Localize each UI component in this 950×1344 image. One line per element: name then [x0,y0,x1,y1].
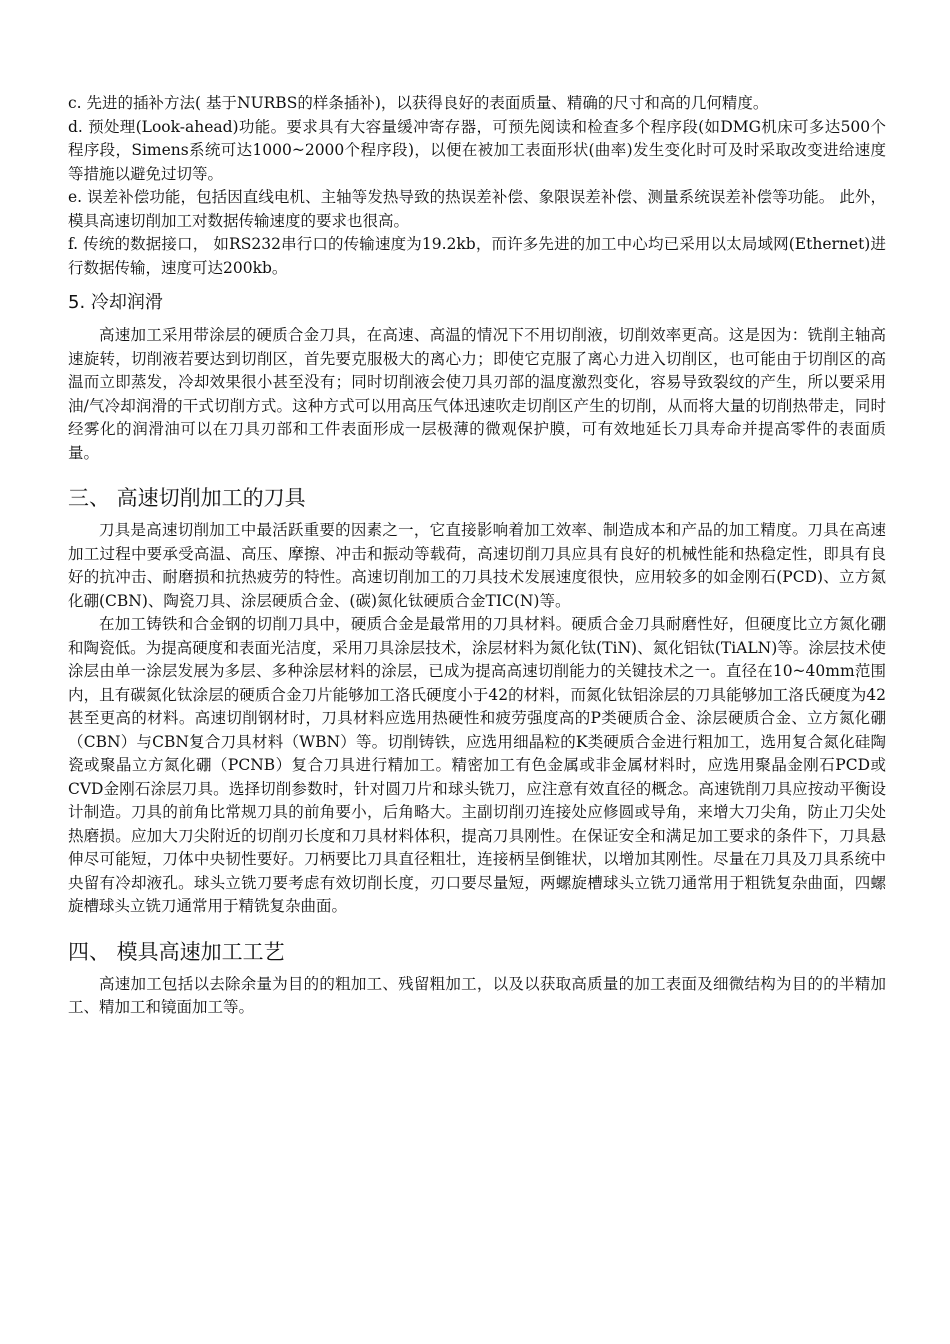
document-page [68,92,886,1020]
paragraph-tools-1: 刀具是高速切削加工中最活跃重要的因素之一，它直接影响着加工效率、制造成本和产品的加工精度。刀具在高速加工过程中要承受高温、高压、摩擦、冲击和振动等载荷，高速切削刀具应具有良好的机械性能和热稳定性，即具有良好的抗冲击、耐磨损和抗热疲劳的特性。高速切削加工的刀具技术发展速度很快，应用较多的如金刚石(PCD)、立方氮化硼(CBN)、陶瓷刀具、涂层硬质合金、(碳)氮化钛硬质合金TIC(N)等。 [68,521,886,610]
list-item-f: f. 传统的数据接口， 如RS232串行口的传输速度为19.2kb，而许多先进的加工中心均已采用以太局域网(Ethernet)进行数据传输，速度可达200kb。 [68,235,886,277]
list-item-e: e. 误差补偿功能，包括因直线电机、主轴等发热导致的热误差补偿、象限误差补偿、测量系统误差补偿等功能。 此外，模具高速切削加工对数据传输速度的要求也很高。 [68,188,886,230]
paragraph-process: 高速加工包括以去除余量为目的的粗加工、残留粗加工，以及以获取高质量的加工表面及细微结构为目的的半精加工、精加工和镜面加工等。 [68,974,886,1016]
section-heading-tools: 三、 高速切削加工的刀具 [68,486,306,510]
paragraph-tools-2: 在加工铸铁和合金钢的切削刀具中，硬质合金是最常用的刀具材料。硬质合金刀具耐磨性好，但硬度比立方氮化硼和陶瓷低。为提高硬度和表面光洁度，采用刀具涂层技术，涂层材料为氮化钛(TiN)、氮化铝钛(TiALN)等。涂层技术使涂层由单一涂层发展为多层、多种涂层材料的涂层，已成为提高高速切削能力的关键技术之一。直径在10~40mm范围内，且有碳氮化钛涂层的硬质合金刀片能够加工洛氏硬度小于42的材料，而氮化钛铝涂层的刀具能够加工洛氏硬度为42甚至更高的材料。高速切削钢材时，刀具材料应选用热硬性和疲劳强度高的P类硬质合金、涂层硬质合金、立方氮化硼（CBN）与CBN复合刀具材料（WBN）等。切削铸铁，应选用细晶粒的K类硬质合金进行粗加工，选用复合氮化硅陶瓷或聚晶立方氮化硼（PCNB）复合刀具进行精加工。精密加工有色金属或非金属材料时，应选用聚晶金刚石PCD或CVD金刚石涂层刀具。选择切削参数时，针对圆刀片和球头铣刀，应注意有效直径的概念。高速铣削刀具应按动平衡设计制造。刀具的前角比常规刀具的前角要小，后角略大。主副切削刃连接处应修圆或导角，来增大刀尖角，防止刀尖处热磨损。应加大刀尖附近的切削刃长度和刀具材料体积，提高刀具刚性。在保证安全和满足加工要求的条件下，刀具悬伸尽可能短，刀体中央韧性要好。刀柄要比刀具直径粗壮，连接柄呈倒锥状，以增加其刚性。尽量在刀具及刀具系统中央留有冷却液孔。球头立铣刀要考虑有效切削长度，刃口要尽量短，两螺旋槽球头立铣刀通常用于粗铣复杂曲面，四螺旋槽球头立铣刀通常用于精铣复杂曲面。 [68,615,886,915]
list-item-d: d. 预处理(Look-ahead)功能。要求具有大容量缓冲寄存器，可预先阅读和检查多个程序段(如DMG机床可多达500个程序段，Simens系统可达1000~2000个程序段)，以便在被加工表面形状(曲率)发生变化时可及时采取改变进给速度等措施以避免过切等。 [68,117,886,183]
section-heading-cooling: 5. 冷却润滑 [68,292,163,313]
paragraph-cooling: 高速加工采用带涂层的硬质合金刀具，在高速、高温的情况下不用切削液，切削效率更高。这是因为：铣削主轴高速旋转，切削液若要达到切削区，首先要克服极大的离心力；即使它克服了离心力进入切削区，也可能由于切削区的高温而立即蒸发，冷却效果很小甚至没有；同时切削液会使刀具刃部的温度激烈变化，容易导致裂纹的产生，所以要采用油/气冷却润滑的干式切削方式。这种方式可以用高压气体迅速吹走切削区产生的切削，从而将大量的切削热带走，同时经雾化的润滑油可以在刀具刃部和工件表面形成一层极薄的微观保护膜，可有效地延长刀具寿命并提高零件的表面质量。 [68,326,886,462]
section-heading-process: 四、 模具高速加工工艺 [68,939,285,964]
list-item-c: c. 先进的插补方法( 基于NURBS的样条插补)，以获得良好的表面质量、精确的尺寸和高的几何精度。 [68,94,769,112]
